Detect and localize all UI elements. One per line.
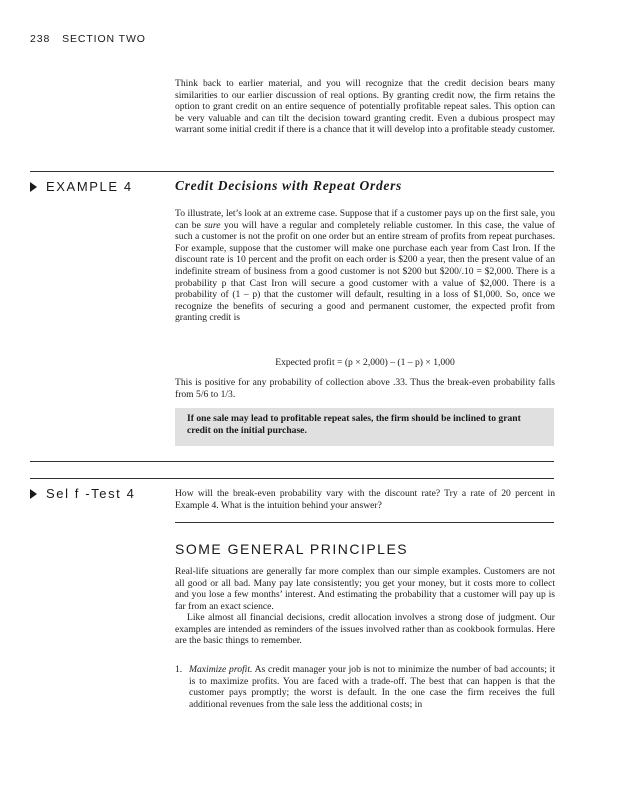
self-test-top-rule [30,478,554,479]
example-bottom-rule [30,461,554,462]
example-conclusion: This is positive for any probability of collection above .33. Thus the break-even probability falls from 5/6 to 1/3. [175,377,555,400]
triangle-bullet-icon [30,489,37,499]
self-test-bottom-rule [175,522,554,523]
intro-paragraph: Think back to earlier material, and you will recognize that the credit decision bears many similarities to our earlier discussion of real options. By granting credit now, the firm retains the option to grant credit on an entire sequence of potentially profitable repeat sales. This option can be very valuable and can tilt the decision toward granting credit. Even a dubious prospect may warrant some initial credit if there is a chance that it will develop into a profitable steady customer. [175,78,555,136]
self-test-label [30,486,135,501]
principles-list [175,664,555,710]
expected-profit-equation: Expected profit = (p × 2,000) – (1 – p) × 1,000 [275,357,455,368]
callout-box [175,408,554,446]
section-heading: SOME GENERAL PRINCIPLES [175,541,409,557]
example-title: Credit Decisions with Repeat Orders [175,178,403,193]
example-body-part2: you will have a regular and completely reliable customer. In this case, the value of such a customer is not the profit on one order but an entire stream of profits from repeat purchases. For example, suppose that the customer will make one purchase each year from Cast Iron. If the discount rate is 10 percent and the profit on each order is $200 a year, then the present value of an indefinite stream of business from a good customer is not $200 but $200/.10 = $2,000. There is a probability p that Cast Iron will secure a good customer with a value of $2,000. There is a probability of (1 – p) that the customer will default, resulting in a loss of $1,000. So, once we recognize the benefits of securing a good and permanent customer, the expected profit from granting credit is [175,219,555,324]
self-test-question: How will the break-even probability vary with the discount rate? Try a rate of 20 percent in Example 4. What is the intuition behind your answer? [175,488,555,511]
triangle-bullet-icon [30,182,37,192]
example-top-rule [30,171,554,172]
list-item-number: 1. [175,664,183,675]
section-paragraph-1: Real-life situations are generally far more complex than our simple examples. Customers are not all good or all bad. Many pay late consistently; you get your money, but it costs more to collect and you lose a few months’ interest. And estimating the probability that a customer will pay up is far from an exact science. [175,566,555,612]
section-paragraph-2: Like almost all financial decisions, credit allocation involves a strong dose of judgment. Our examples are intended as reminders of the issues involved rather than as cookbook formulas. Here are the basic things to remember. [175,612,555,647]
example-body-part1: To illustrate, let’s look at an extreme case. Suppose that if a customer pays up on the first sale, you can be [175,208,555,231]
self-test-label-text: Sel f -Test 4 [46,486,136,501]
example-label-text: EXAMPLE 4 [46,179,133,194]
page-number: 238 [30,33,51,45]
list-item-text: As credit manager your job is not to minimize the number of bad accounts; it is to maximize profits. You are faced with a trade-off. The best that can happen is that the customer pays promptly; the worst is default. In the one case the firm receives the full additional revenues from the sale less the additional costs; in [189,664,556,710]
example-body [175,208,555,324]
section-label: SECTION TWO [62,33,146,45]
callout-text: If one sale may lead to profitable repeat sales, the firm should be inclined to grant credit on the initial purchase. [187,413,521,436]
example-label [30,179,133,194]
list-item [175,664,555,710]
list-item-title: Maximize profit. [189,664,253,675]
example-body-emphasis: sure [204,219,221,231]
page-header [30,33,146,45]
list-item-body [189,664,555,710]
